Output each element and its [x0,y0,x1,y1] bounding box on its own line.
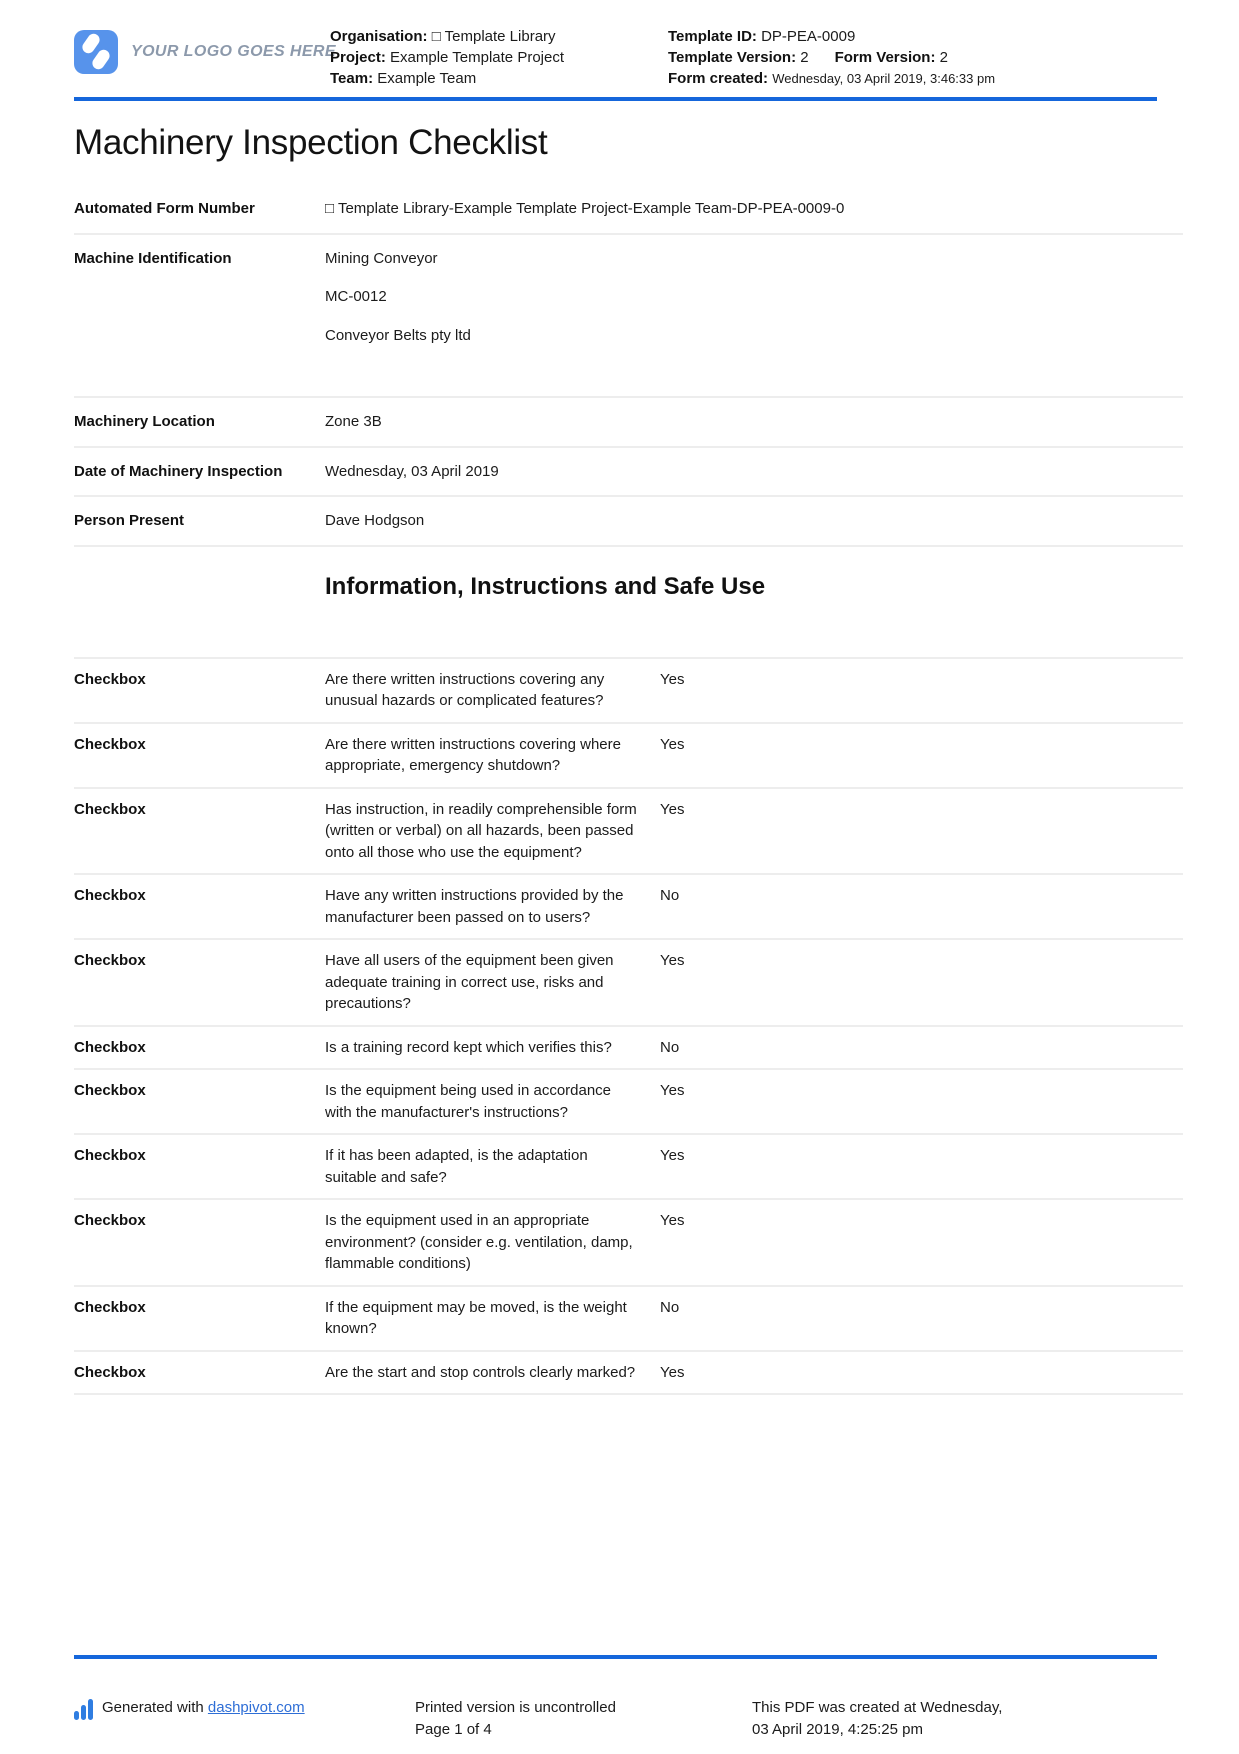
company-logo-icon [74,30,118,74]
meta-value: Wednesday, 03 April 2019 [325,462,499,480]
meta-value: Zone 3B [325,413,382,430]
checkbox-field-label: Checkbox [74,1363,146,1381]
checklist-row [74,938,1183,1025]
checklist-row [74,657,1183,722]
info-line [668,47,998,68]
info-pair [668,70,995,87]
meta-row-label: Person Present [74,512,185,529]
generated-with-text: Generated with dashpivot.com [102,1699,305,1716]
info-line [330,26,668,47]
meta-row-values [325,248,1183,347]
checkbox-question: Has instruction, in readily comprehensible form (written or verbal) on all hazards, been passed onto all those who use the equipment? [325,800,637,861]
checkbox-question: If the equipment may be moved, is the weight known? [325,1298,627,1337]
meta-row-values [325,461,1183,483]
checkbox-field-label: Checkbox [74,1147,146,1164]
checkbox-question: If it has been adapted, is the adaptation suitable and safe? [325,1147,588,1186]
info-value: Wednesday, 03 April 2019, 3:46:33 pm [772,71,996,86]
checkbox-answer: Yes [660,1363,685,1381]
checkbox-field-label: Checkbox [74,887,146,904]
checkbox-field-label: Checkbox [74,1082,146,1099]
info-pair [330,49,564,66]
checkbox-field-label: Checkbox [74,952,146,969]
checkbox-answer: Yes [660,1082,685,1099]
meta-row [74,398,1183,448]
header-divider-rule [74,97,1157,101]
meta-value: Dave Hodgson [325,512,425,529]
info-label: Form Version: [834,49,936,66]
checklist-row [74,1025,1183,1069]
checkbox-field-label: Checkbox [74,800,146,818]
info-label: Template ID: [668,28,757,45]
info-value: □ Template Library [431,28,556,45]
dashpivot-barchart-icon [74,1699,93,1720]
checkbox-question: Have all users of the equipment been given adequate training in correct use, risks and precautions? [325,952,614,1012]
document-footer [74,1655,1183,1740]
info-pair [330,28,556,45]
checklist-row [74,1350,1183,1394]
meta-value: Conveyor Belts pty ltd [325,326,471,344]
checklist-row [74,722,1183,787]
checkbox-question: Is the equipment used in an appropriate environment? (consider e.g. ventilation, damp, flammable conditions) [325,1212,633,1272]
checkbox-field-label: Checkbox [74,1212,146,1229]
meta-row [74,235,1183,399]
meta-row-values [325,510,1183,532]
checkbox-question: Are there written instructions covering where appropriate, emergency shutdown? [325,735,621,774]
meta-value: MC-0012 [325,288,387,305]
checkbox-answer: Yes [660,1212,685,1229]
checklist-row [74,1068,1183,1133]
info-label: Template Version: [668,49,797,66]
info-label: Form created: [668,70,769,87]
checkbox-answer: Yes [660,1147,685,1164]
dashpivot-link[interactable]: dashpivot.com [207,1699,305,1716]
checklist-row [74,1198,1183,1285]
checkbox-field-label: Checkbox [74,1298,146,1316]
footer-generated [74,1697,415,1720]
checkbox-answer: No [660,1298,680,1316]
checkbox-field-label: Checkbox [74,670,146,688]
meta-value: Mining Conveyor [325,249,438,267]
info-label: Organisation: [330,28,428,45]
info-pair [668,28,855,45]
meta-row-label: Machine Identification [74,249,232,267]
info-pair [668,49,809,66]
table-bottom-divider [74,1393,1183,1395]
page-title: Machinery Inspection Checklist [74,123,548,162]
info-line [668,26,998,47]
meta-row-label: Date of Machinery Inspection [74,462,283,480]
info-value: Example Team [377,70,477,87]
checkbox-answer: Yes [660,800,685,818]
logo [74,26,336,74]
checkbox-question: Have any written instructions provided by the manufacturer been passed on to users? [325,887,624,926]
checkbox-question: Are there written instructions covering any unusual hazards or complicated features? [325,670,605,709]
info-line [668,68,998,89]
logo-pill-bottom [90,47,112,71]
checklist-row [74,1133,1183,1198]
checkbox-answer: Yes [660,670,685,688]
info-line [330,47,668,68]
info-value: 2 [939,49,948,66]
meta-row-label: Machinery Location [74,413,215,430]
checklist-row [74,1285,1183,1350]
logo-placeholder-text: YOUR LOGO GOES HERE [131,43,336,60]
info-value: 2 [800,49,809,66]
checkbox-question: Is a training record kept which verifies this? [325,1038,612,1056]
info-line [330,68,668,89]
meta-row [74,497,1183,547]
checklist-row [74,873,1183,938]
info-label: Team: [330,70,374,87]
document-header [74,26,1183,89]
header-template-info [668,26,998,89]
checkbox-answer: Yes [660,735,685,753]
footer-page-info [415,1697,752,1740]
info-pair [330,70,476,87]
meta-row [74,185,1183,235]
checkbox-answer: Yes [660,952,685,969]
info-label: Project: [330,49,386,66]
checkbox-answer: No [660,1038,680,1056]
meta-row-values [325,411,1183,433]
checkbox-field-label: Checkbox [74,735,146,753]
checkbox-question: Is the equipment being used in accordance with the manufacturer's instructions? [325,1082,612,1121]
meta-row-values [325,198,1183,220]
info-value: DP-PEA-0009 [761,28,856,45]
checkbox-field-label: Checkbox [74,1038,146,1056]
info-pair [835,49,948,66]
checklist-table [74,657,1183,1394]
form-meta-table [74,185,1183,547]
checkbox-answer: No [660,887,680,904]
info-value: Example Template Project [390,49,565,66]
section-heading: Information, Instructions and Safe Use [325,572,766,600]
header-org-info [330,26,668,89]
uncontrolled-notice: Printed version is uncontrolled [415,1699,616,1716]
meta-row [74,448,1183,498]
pdf-created-text: This PDF was created at Wednesday, 03 April 2019, 4:25:25 pm [752,1699,1003,1738]
meta-row-label: Automated Form Number [74,200,255,217]
checkbox-question: Are the start and stop controls clearly marked? [325,1363,636,1381]
checklist-row [74,787,1183,874]
page-number: Page 1 of 4 [415,1720,492,1738]
meta-value: □ Template Library-Example Template Project-Example Team-DP-PEA-0009-0 [325,200,845,217]
